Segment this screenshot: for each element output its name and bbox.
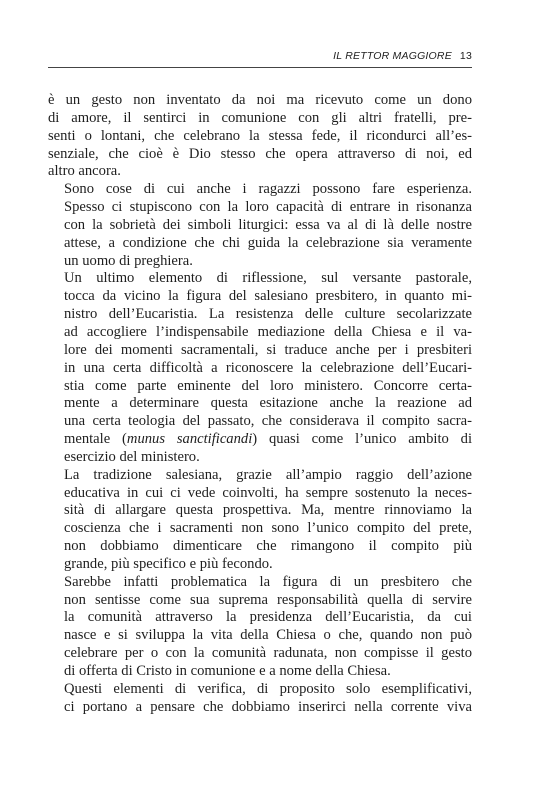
text-line: ad accogliere l’indispensabile mediazione della Chiesa e il va-: [64, 323, 472, 340]
text-line: sità di allargare questa prospettiva. Ma, mentre rinnoviamo la: [64, 502, 472, 519]
text-line: attese, a condizione che chi guida la celebrazione sia veramente: [64, 234, 472, 251]
text-line: altro ancora.: [48, 163, 121, 180]
text-line: una certa teologia del passato, che considerava il compito sacra-: [64, 413, 472, 430]
text-line: Sono cose di cui anche i ragazzi possono fare esperienza.: [64, 181, 472, 198]
paragraph-6: [48, 681, 472, 717]
text-line: di offerta di Cristo in comunione e a nome della Chiesa.: [64, 663, 391, 679]
text-line: Sarebbe infatti problematica la figura di un presbitero che: [64, 573, 472, 590]
latin-term: munus sanctificandi: [126, 431, 253, 448]
text-line: non sentisse come sua suprema responsabilità quella di servire: [64, 591, 472, 608]
text-line: nistro dell’Eucaristia. La resistenza delle culture secolarizzate: [64, 306, 472, 323]
text-line: educativa in cui ci vede coinvolti, ha sempre sostenuto la neces-: [64, 484, 472, 501]
text-line: Spesso ci stupiscono con la loro capacità di entrare in risonanza: [64, 199, 472, 216]
text-line: celebrare per o con la comunità radunata, non compisse il gesto: [64, 645, 472, 662]
text-line: la comunità attraverso la presidenza dell’Eucaristia, da cui: [64, 609, 472, 626]
running-header: [48, 50, 472, 68]
text-line: ci portano a pensare che dobbiamo inserirci nella corrente viva: [64, 698, 472, 715]
text-line: non dobbiamo dimenticare che rimangono il compito più: [64, 538, 472, 555]
text-line: stia come parte eminente del loro ministero. Concorre certa-: [64, 377, 472, 394]
text-line: grande, più specifico e più fecondo.: [64, 555, 273, 572]
text-line: Questi elementi di verifica, di proposito solo esemplificativi,: [64, 680, 472, 697]
running-title: IL RETTOR MAGGIORE: [333, 50, 452, 62]
text-line: senti o lontani, che celebrano la stessa fede, il ricondurci all’es-: [48, 127, 472, 144]
body-text: [48, 92, 472, 717]
paragraph-3: [48, 270, 472, 466]
text-line: in una certa difficoltà a riconoscere la celebrazione dell’Eucari-: [64, 359, 472, 376]
text-line: un uomo di preghiera.: [64, 252, 193, 269]
text-fragment: mentale (: [64, 431, 127, 448]
text-line: La tradizione salesiana, grazie all’ampio raggio dell’azione: [64, 466, 472, 483]
text-line-with-italic: [48, 431, 472, 449]
paragraph-5: [48, 574, 472, 681]
text-line: tocca da vicino la figura del salesiano presbitero, in quanto mi-: [64, 288, 472, 305]
text-line: coscienza che i sacramenti non sono l’unico compito del prete,: [64, 520, 472, 537]
text-line: nasce e si sviluppa la vita della Chiesa o che, quando non può: [64, 627, 472, 644]
text-fragment: ) quasi come l’unico ambito di: [252, 431, 473, 448]
paragraph-1: [48, 92, 472, 181]
text-line: di amore, il sentirci in comunione con gli altri fratelli, pre-: [48, 109, 472, 126]
page-number: 13: [459, 50, 472, 62]
header-rule: [48, 67, 472, 68]
text-line: con la sobrietà dei simboli liturgici: essa va al di là delle nostre: [64, 216, 472, 233]
text-line: esercizio del ministero.: [64, 448, 200, 465]
paragraph-2: [48, 181, 472, 270]
text-line: senziale, che cioè è Dio stesso che opera attraverso di noi, ed: [48, 145, 472, 162]
text-line: lore dei momenti sacramentali, si traduce anche per i presbiteri: [64, 341, 472, 358]
text-line: è un gesto non inventato da noi ma ricevuto come un dono: [48, 92, 472, 108]
text-line: Un ultimo elemento di riflessione, sul versante pastorale,: [64, 270, 472, 287]
paragraph-4: [48, 467, 472, 574]
text-line: mente a determinare questa esitazione anche la reazione ad: [64, 395, 472, 412]
